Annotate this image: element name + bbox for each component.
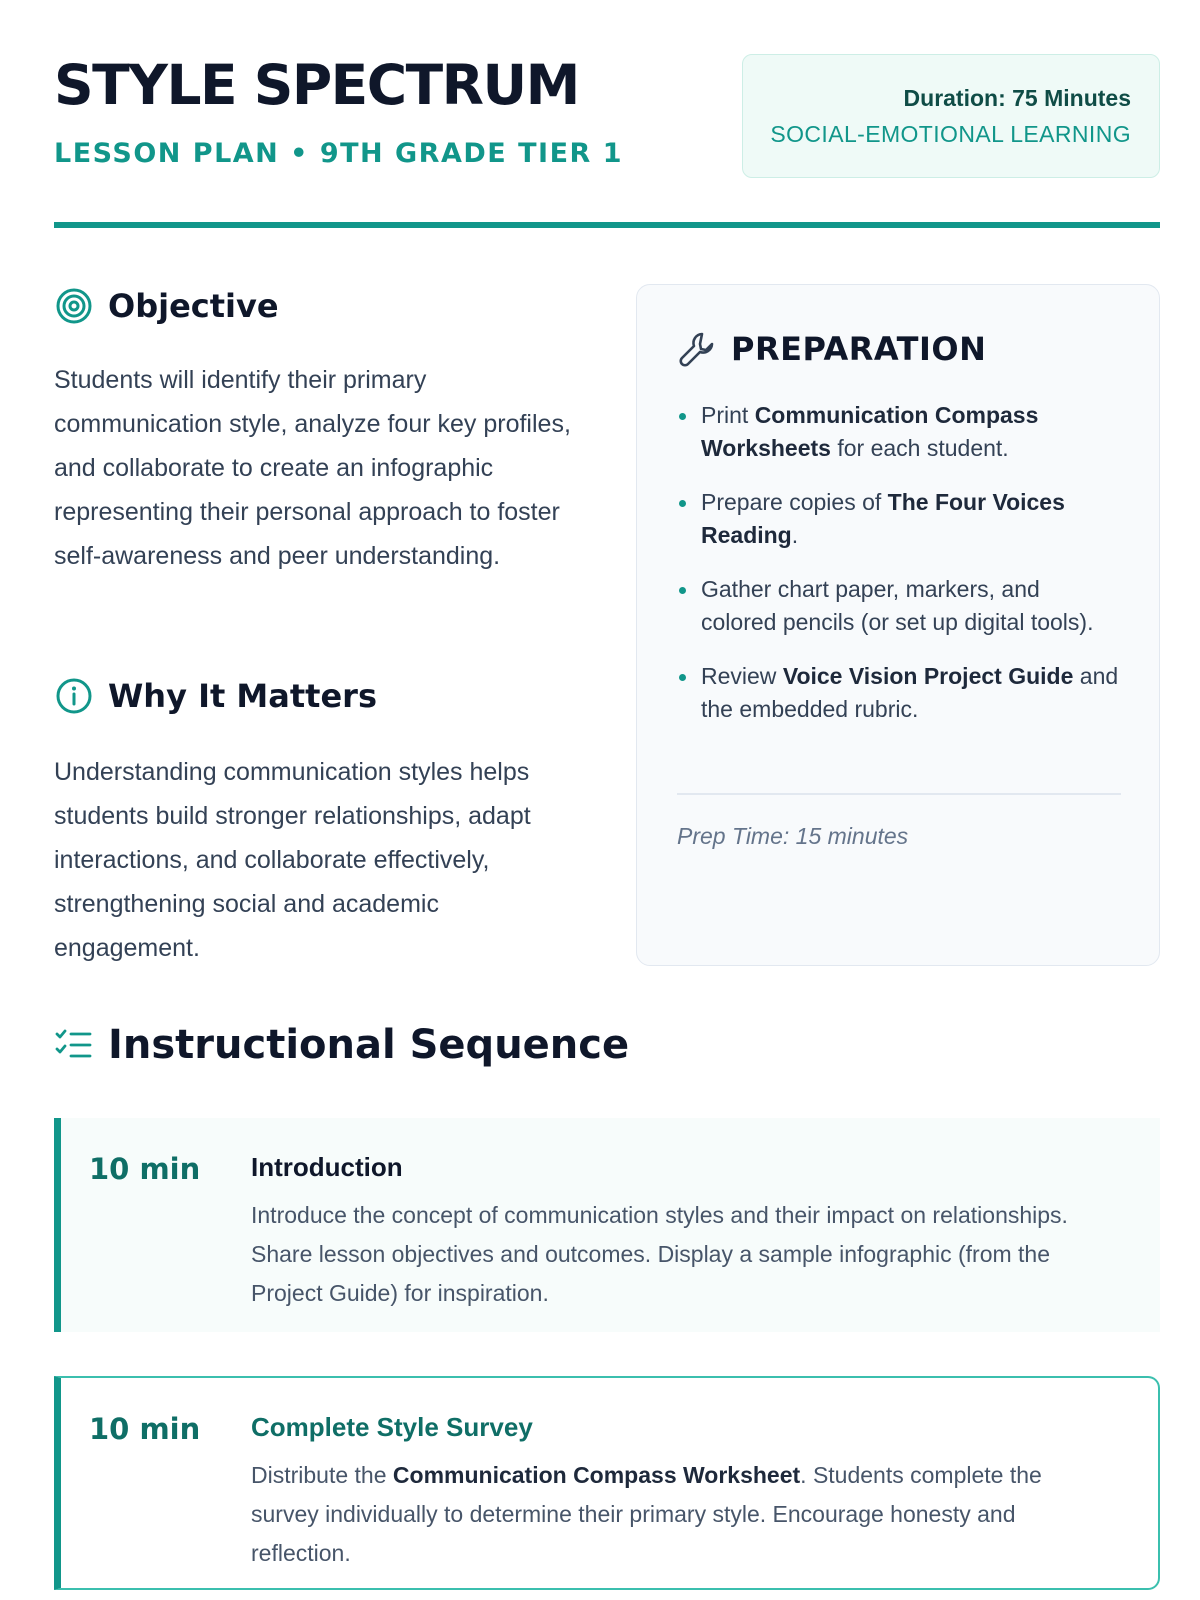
prep-time-label: Prep Time: 15 minutes xyxy=(677,823,909,849)
step-description: Distribute the Communication Compass Worksheet. Students complete the survey individually to determine their primary style. Encourage honesty and reflection. xyxy=(251,1462,1042,1566)
lesson-header xyxy=(54,54,1160,230)
sequence-step xyxy=(54,1376,1160,1590)
sequence-heading-text: Instructional Sequence xyxy=(108,1022,630,1068)
wrench-icon xyxy=(677,329,717,369)
objective-heading xyxy=(54,286,279,326)
duration-label: Duration: 75 Minutes xyxy=(903,85,1131,111)
objective-heading-text: Objective xyxy=(108,287,279,325)
target-icon xyxy=(54,286,94,326)
list-item: Gather chart paper, markers, and colored pencils (or set up digital tools). xyxy=(677,573,1121,639)
step-title: Introduction xyxy=(251,1152,403,1182)
page-title: STYLE SPECTRUM xyxy=(54,53,579,117)
header-divider xyxy=(54,222,1160,228)
list-item: Print Communication Compass Worksheets for each student. xyxy=(677,399,1121,465)
list-item: Prepare copies of The Four Voices Reading. xyxy=(677,486,1121,552)
preparation-heading-text: PREPARATION xyxy=(731,330,987,368)
checklist-icon xyxy=(54,1025,94,1065)
preparation-heading xyxy=(677,329,986,369)
list-item: Review Voice Vision Project Guide and the embedded rubric. xyxy=(677,660,1121,726)
why-heading-text: Why It Matters xyxy=(108,677,377,715)
step-duration: 10 min xyxy=(89,1412,201,1446)
step-description: Introduce the concept of communication styles and their impact on relationships. Share lesson objectives and outcomes. Display a sample infographic (from the Project Guide) for inspiration. xyxy=(251,1202,1068,1306)
why-text: Understanding communication styles helps students build stronger relationships, adapt interactions, and collaborate effectively, strengthening social and academic engagement. xyxy=(54,758,531,962)
preparation-card xyxy=(636,284,1160,966)
objective-text: Students will identify their primary communication style, analyze four key profiles, and collaborate to create an infographic representing their personal approach to foster self-awareness and peer understanding. xyxy=(54,366,571,570)
page-subtitle: LESSON PLAN • 9TH GRADE TIER 1 xyxy=(54,138,624,169)
info-icon xyxy=(54,676,94,716)
preparation-divider xyxy=(677,793,1121,795)
why-heading xyxy=(54,676,377,716)
step-title: Complete Style Survey xyxy=(251,1412,533,1442)
sequence-step xyxy=(54,1118,1160,1332)
lesson-meta-box xyxy=(742,54,1160,178)
sequence-heading xyxy=(54,1022,629,1068)
category-label: SOCIAL-EMOTIONAL LEARNING xyxy=(770,120,1131,147)
step-duration: 10 min xyxy=(89,1152,201,1186)
preparation-list xyxy=(677,399,1121,747)
